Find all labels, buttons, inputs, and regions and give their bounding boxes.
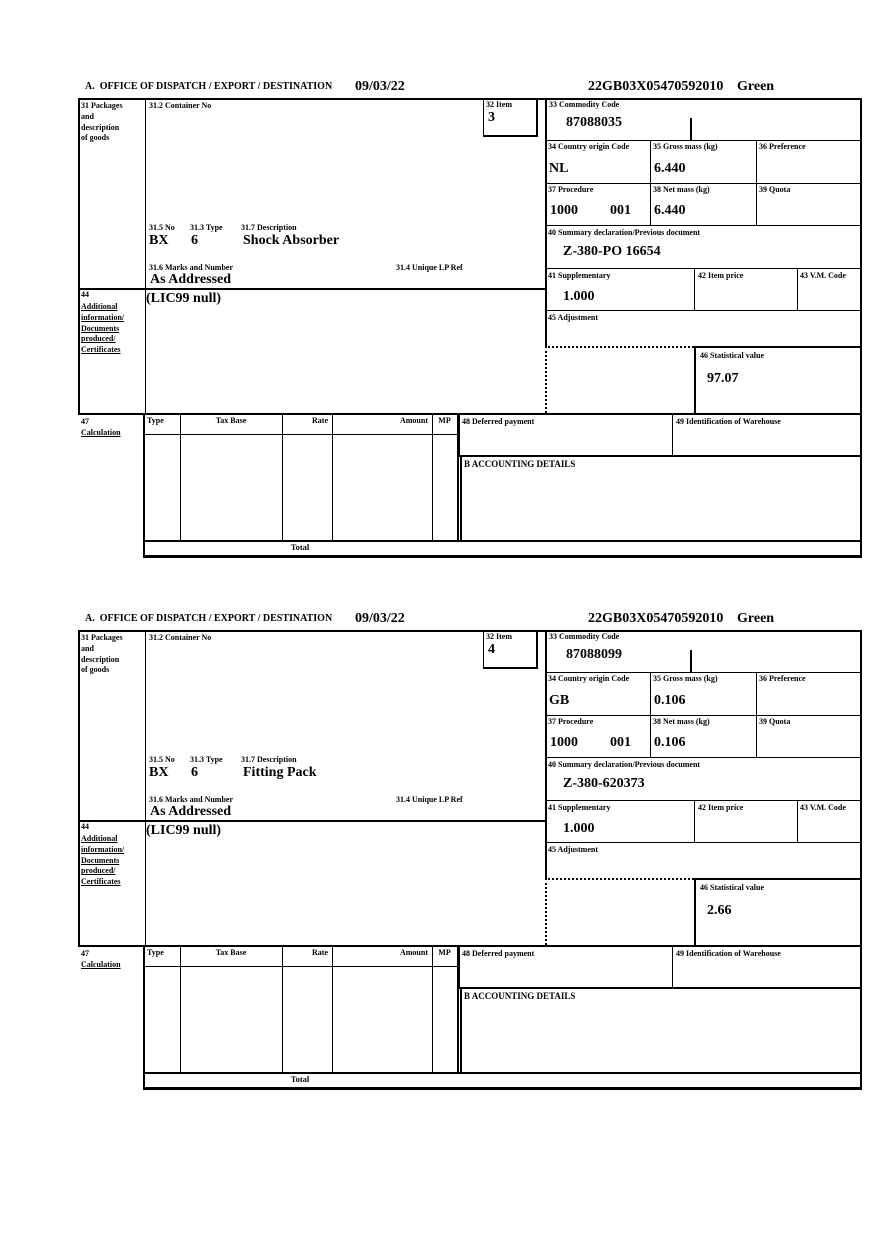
calc-header-underline [143,434,457,435]
office-of-dispatch-label: A. OFFICE OF DISPATCH / EXPORT / DESTINATION [85,81,333,92]
previous-document-value: Z-380-PO 16654 [563,244,661,259]
box41-42-divider [694,800,695,842]
box44-text-label: Additional information/ Documents produced/ Certificates [81,834,125,887]
box49-label: 49 Identification of Warehouse [676,949,781,958]
box44-text-label: Additional information/ Documents produced/ Certificates [81,302,125,355]
form-top-border [78,630,860,632]
box38-label: 38 Net mass (kg) [653,717,710,726]
label-column-divider [145,98,146,413]
declaration-item-section-4 [0,610,882,1095]
box33-label: 33 Commodity Code [549,100,620,109]
calc-col-rate: Rate [312,948,328,957]
calc-col-tax-base: Tax Base [215,416,247,425]
box42-label: 42 Item price [698,271,744,280]
box44-number-label: 44 [81,290,89,299]
box47-text-label: Calculation [81,428,121,437]
calc-col-divider-4 [432,413,433,540]
accounting-left-border [460,987,462,1072]
calc-col-divider-1 [180,945,181,1072]
box42-43-divider [797,268,798,310]
box41-bottom-border [545,310,860,311]
gross-mass-value: 6.440 [654,161,686,176]
box48-label: 48 Deferred payment [462,417,535,426]
box35-label: 35 Gross mass (kg) [653,142,718,151]
box40-bottom-border [545,268,860,269]
box46-left-border [694,878,696,945]
commodity-code-separator [690,650,692,672]
box39-label: 39 Quota [759,185,791,194]
total-label: Total [290,542,310,552]
calc-col-tax-base: Tax Base [215,948,247,957]
box34-label: 34 Country origin Code [548,674,630,683]
statistical-value: 97.07 [707,371,739,386]
item-number-value: 3 [488,110,495,125]
calc-col-divider-4 [432,945,433,1072]
box33-bottom-border [545,140,860,141]
box41-label: 41 Supplementary [548,803,611,812]
box34-bottom-border [545,715,860,716]
box46-left-border [694,346,696,413]
box44-top-border [78,288,545,290]
box48-left-border [458,945,460,987]
supplementary-units-value: 1.000 [563,289,595,304]
box41-42-divider [694,268,695,310]
box31-6-label: 31.6 Marks and Number [149,795,234,804]
calc-col-divider-2 [282,413,283,540]
calc-col-divider-2 [282,945,283,1072]
total-row-top-border [143,1072,860,1074]
box41-label: 41 Supplementary [548,271,611,280]
declaration-date: 09/03/22 [355,611,405,626]
box37-label: 37 Procedure [548,717,594,726]
box31-5-label: 31.5 No [149,755,175,764]
form-left-border [78,630,80,945]
form-bottom-border [143,555,862,558]
packages-type-value: 6 [191,233,198,248]
calc-col-amount: Amount [399,416,428,425]
box31-2-label: 31.2 Container No [149,633,212,642]
box47-text-label: Calculation [81,960,121,969]
supplementary-units-value: 1.000 [563,821,595,836]
box42-label: 42 Item price [698,803,744,812]
movement-reference-number: 22GB03X05470592010 [588,79,724,94]
box43-label: 43 V.M. Code [800,803,846,812]
goods-description-value: Shock Absorber [243,233,340,248]
item-number-value: 4 [488,642,495,657]
box49-label: 49 Identification of Warehouse [676,417,781,426]
box31-5-label: 31.5 No [149,223,175,232]
box37-bottom-border [545,757,860,758]
procedure-code-2-value: 001 [610,735,631,750]
gross-mass-value: 0.106 [654,693,686,708]
procedure-code-value: 1000 [550,735,578,750]
box45-label: 45 Adjustment [548,845,599,854]
box38-label: 38 Net mass (kg) [653,185,710,194]
center-divider-dotted [545,878,547,945]
box32-label: 32 Item [486,100,512,109]
center-divider [545,98,547,346]
box44-top-border [78,820,545,822]
box31-label: 31 Packages and description of goods [81,101,123,143]
box41-bottom-border [545,842,860,843]
country-origin-value: GB [549,693,570,708]
box31-7-label: 31.7 Description [241,755,297,764]
box48-49-divider [672,413,673,455]
procedure-code-2-value: 001 [610,203,631,218]
center-divider [545,630,547,878]
box47-number-label: 47 [81,949,89,958]
accounting-details-label: B ACCOUNTING DETAILS [464,991,576,1001]
calc-col-type: Type [147,416,164,425]
commodity-code-separator [690,118,692,140]
center-divider-dotted [545,346,547,413]
calc-col-divider-3 [332,413,333,540]
net-mass-value: 6.440 [654,203,686,218]
box45-label: 45 Adjustment [548,313,599,322]
box35-36-divider [756,672,757,757]
total-label: Total [290,1074,310,1084]
box31-3-label: 31.3 Type [190,223,223,232]
box45-bottom-dotted-border [545,346,694,348]
box48-bottom-border [458,455,860,457]
statistical-value: 2.66 [707,903,732,918]
previous-document-value: Z-380-620373 [563,776,645,791]
declaration-date: 09/03/22 [355,79,405,94]
accounting-left-border [460,455,462,540]
additional-information-value: (LIC99 null) [146,291,222,306]
marks-and-number-value: As Addressed [150,804,232,819]
calculation-table [143,413,459,542]
form-left-border [78,98,80,413]
box43-label: 43 V.M. Code [800,271,846,280]
net-mass-value: 0.106 [654,735,686,750]
box34-35-divider [650,672,651,757]
routing-status: Green [737,79,775,94]
calc-col-divider-3 [332,945,333,1072]
calc-col-mp: MP [438,416,451,425]
calc-header-underline [143,966,457,967]
box40-label: 40 Summary declaration/Previous document [548,760,701,769]
box31-label: 31 Packages and description of goods [81,633,123,675]
calc-col-mp: MP [438,948,451,957]
packages-no-value: BX [149,765,169,780]
box35-label: 35 Gross mass (kg) [653,674,718,683]
box31-2-label: 31.2 Container No [149,101,212,110]
goods-description-value: Fitting Pack [243,765,317,780]
total-row-top-border [143,540,860,542]
packages-type-value: 6 [191,765,198,780]
form-bottom-border [143,1087,862,1090]
box36-label: 36 Preference [759,674,806,683]
office-of-dispatch-label: A. OFFICE OF DISPATCH / EXPORT / DESTINATION [85,613,333,624]
commodity-code-value: 87088035 [566,115,622,130]
box36-label: 36 Preference [759,142,806,151]
declaration-item-section-3 [0,78,882,563]
label-column-divider [145,630,146,945]
packages-no-value: BX [149,233,169,248]
box34-label: 34 Country origin Code [548,142,630,151]
calc-col-amount: Amount [399,948,428,957]
box46-label: 46 Statistical value [700,883,764,892]
box32-label: 32 Item [486,632,512,641]
box31-4-label: 31.4 Unique LP Ref [396,795,463,804]
procedure-code-value: 1000 [550,203,578,218]
box48-label: 48 Deferred payment [462,949,535,958]
additional-information-value: (LIC99 null) [146,823,222,838]
commodity-code-value: 87088099 [566,647,622,662]
box33-label: 33 Commodity Code [549,632,620,641]
calc-col-type: Type [147,948,164,957]
box44-number-label: 44 [81,822,89,831]
box31-6-label: 31.6 Marks and Number [149,263,234,272]
box40-bottom-border [545,800,860,801]
box31-7-label: 31.7 Description [241,223,297,232]
box48-49-divider [672,945,673,987]
box31-3-label: 31.3 Type [190,755,223,764]
calculation-table [143,945,459,1074]
box40-label: 40 Summary declaration/Previous document [548,228,701,237]
box46-top-border [694,878,860,880]
marks-and-number-value: As Addressed [150,272,232,287]
form-right-border [860,630,862,1089]
calc-col-rate: Rate [312,416,328,425]
box35-36-divider [756,140,757,225]
box37-label: 37 Procedure [548,185,594,194]
box48-bottom-border [458,987,860,989]
country-origin-value: NL [549,161,569,176]
box47-number-label: 47 [81,417,89,426]
box46-label: 46 Statistical value [700,351,764,360]
box45-bottom-dotted-border [545,878,694,880]
box34-bottom-border [545,183,860,184]
box42-43-divider [797,800,798,842]
movement-reference-number: 22GB03X05470592010 [588,611,724,626]
accounting-details-label: B ACCOUNTING DETAILS [464,459,576,469]
box39-label: 39 Quota [759,717,791,726]
form-top-border [78,98,860,100]
routing-status: Green [737,611,775,626]
box31-4-label: 31.4 Unique LP Ref [396,263,463,272]
box37-bottom-border [545,225,860,226]
box34-35-divider [650,140,651,225]
box46-top-border [694,346,860,348]
box48-left-border [458,413,460,455]
box33-bottom-border [545,672,860,673]
calc-col-divider-1 [180,413,181,540]
form-right-border [860,98,862,557]
